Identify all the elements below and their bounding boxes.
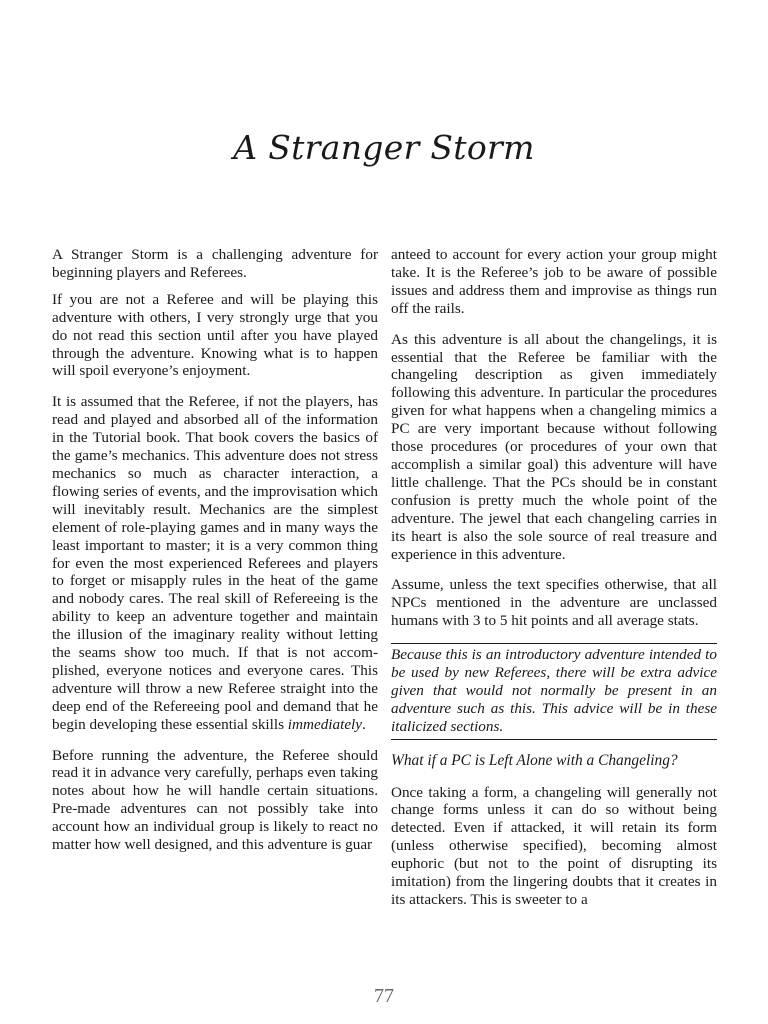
spoiler-warning-paragraph: If you are not a Referee and will be playing this adventure with others, I very strongly urge that you do not read this section until after you have played through the adventure. Knowing what is to happen will spoil everyone’s enjoyment. (52, 290, 378, 380)
section-heading: What if a PC is Left Alone with a Changeling? (391, 751, 678, 769)
page-number: 77 (374, 985, 394, 1007)
intro-paragraph: A Stranger Storm is a challenging adventure for beginning players and Referees. (52, 246, 378, 281)
advice-sidebar: Because this is an introductory adventure intended to be used by new Referees, there will be extra advice given that would not normally be present in an adventure such as this. This advice will be in these italicized sections. (391, 643, 717, 740)
npc-assumptions-paragraph: Assume, unless the text specifies otherwise, that all NPCs mentioned in the adventure are unclassed humans with 3 to 5 hit points and all average stats. (391, 576, 717, 630)
assumptions-text: It is assumed that the Referee, if not the players, has read and played and absorbed all of the information in the Tutorial book. That book covers the basics of the game’s mechanics. This adventure does not stress mechanics so much as character interaction, a flowing series of events, and the improvisation which will inevitably result. Mechanics are the simplest element of role-playing games and in many ways the least important to master; it is a very common thing for even the most experienced Referees and players to forget or misapply rules in the heat of the game and nobody cares. The real skill of Refereeing is the ability to keep an adventure together and maintain the illusion of the imaginary reality without letting the seams show too much. If that is not accomplished, everyone notices and everyone cares. This adventure will throw a new Referee straight into the deep end of the Refereeing pool and demand that he begin developing these essential skills (52, 393, 378, 733)
assumptions-end: . (362, 715, 366, 733)
left-column (52, 246, 378, 867)
continuation-paragraph: anteed to account for every action your group might take. It is the Referee’s job to be aware of possible issues and address them and improvise as things run off the rails. (391, 246, 717, 317)
changelings-paragraph: As this adventure is all about the changelings, it is essential that the Referee be familiar with the changeling description as given immediately following this adventure. In particular the procedures given for what happens when a changeling mimics a PC are very important because without following those procedures (or procedures of your own that accomplish a similar goal) this adventure will have little challenge. That the PCs should be in constant confusion is pretty much the whole point of the adventure. The jewel that each changeling carries in its heart is also the sole source of real treasure and experience in this adventure. (391, 330, 717, 563)
assumptions-paragraph (52, 393, 378, 733)
page-title: A Stranger Storm (233, 128, 535, 167)
right-column (391, 246, 717, 922)
preparation-paragraph: Before running the adventure, the Referee should read it in advance very carefully, perhaps even taking notes about how he will handle certain situations. Pre-made adventures can not possibly take into account how an individual group is likely to react no matter how well designed, and this adventure is guar (52, 746, 378, 854)
changeling-behavior-paragraph: Once taking a form, a changeling will generally not change forms unless it can do so without being detected. Even if attacked, it will retain its form (unless otherwise specified), becoming almost euphoric (but not to the point of disrupting its imitation) from the lingering doubts that it creates in its attackers. This is sweeter to a (391, 783, 717, 908)
emphasis-immediately: immediately (287, 715, 363, 733)
